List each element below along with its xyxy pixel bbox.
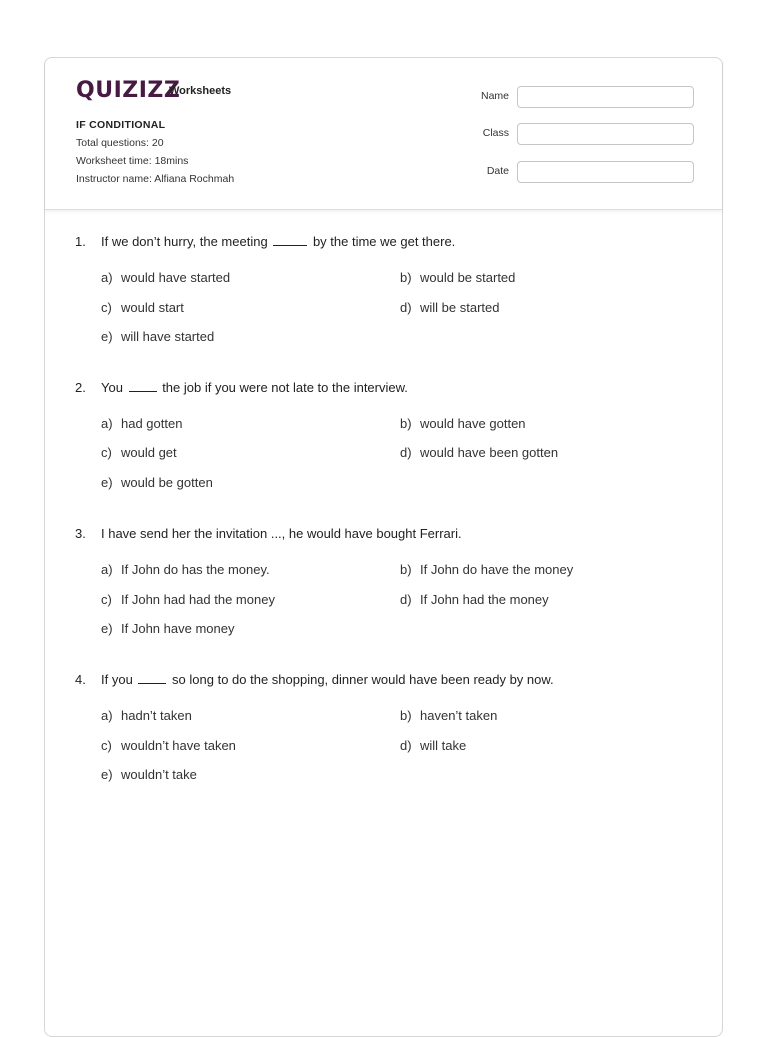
option-key: d) — [400, 300, 412, 315]
option-d[interactable] — [400, 445, 558, 460]
option-key: b) — [400, 270, 412, 285]
name-input[interactable] — [517, 86, 694, 108]
option-text: had gotten — [121, 416, 183, 431]
option-key: e) — [101, 329, 113, 344]
answer-blank — [138, 673, 166, 684]
option-a[interactable] — [101, 708, 192, 723]
question-3 — [75, 526, 695, 636]
option-key: a) — [101, 416, 113, 431]
option-key: c) — [101, 592, 112, 607]
name-field — [477, 86, 693, 108]
class-field — [477, 123, 693, 145]
option-key: a) — [101, 562, 113, 577]
date-field — [477, 161, 693, 183]
option-c[interactable] — [101, 738, 236, 753]
question-2 — [75, 380, 695, 490]
question-4 — [75, 672, 695, 782]
option-text: hadn’t taken — [121, 708, 192, 723]
option-key: e) — [101, 621, 113, 636]
option-text: haven’t taken — [420, 708, 498, 723]
worksheet-header — [45, 58, 722, 210]
option-a[interactable] — [101, 562, 270, 577]
option-key: b) — [400, 708, 412, 723]
option-text: If John had the money — [420, 592, 549, 607]
option-key: e) — [101, 475, 113, 490]
option-text: will have started — [121, 329, 215, 344]
question-number: 3. — [75, 526, 86, 541]
question-body — [101, 234, 455, 249]
option-b[interactable] — [400, 270, 515, 285]
option-text: If John have money — [121, 621, 235, 636]
option-text: wouldn’t take — [121, 767, 197, 782]
worksheet-page — [44, 57, 723, 1037]
question-body — [101, 672, 554, 687]
question-text-before: If you — [101, 672, 133, 687]
option-text: would start — [121, 300, 184, 315]
option-key: b) — [400, 416, 412, 431]
question-text-before: You — [101, 380, 123, 395]
option-e[interactable] — [101, 329, 214, 344]
option-text: If John do have the money — [420, 562, 574, 577]
option-d[interactable] — [400, 738, 466, 753]
answer-blank — [273, 235, 307, 246]
option-key: e) — [101, 767, 113, 782]
total-questions: Total questions: 20 — [76, 137, 164, 149]
option-text: would be started — [420, 270, 516, 285]
question-text-after: by the time we get there. — [312, 234, 456, 249]
option-text: If John had had the money — [121, 592, 275, 607]
option-text: would have started — [121, 270, 231, 285]
name-label: Name — [480, 90, 509, 102]
question-text — [75, 234, 695, 252]
option-d[interactable] — [400, 592, 549, 607]
quizizz-logo — [76, 78, 180, 103]
option-d[interactable] — [400, 300, 499, 315]
logo-subtitle: Worksheets — [169, 85, 232, 97]
option-key: c) — [101, 445, 112, 460]
option-key: a) — [101, 708, 113, 723]
option-key: b) — [400, 562, 412, 577]
option-text: would be gotten — [121, 475, 213, 490]
question-text — [75, 672, 695, 690]
option-text: would get — [121, 445, 177, 460]
option-text: wouldn’t have taken — [121, 738, 236, 753]
question-text-after: the job if you were not late to the interview. — [162, 380, 408, 395]
option-key: c) — [101, 300, 112, 315]
date-input[interactable] — [517, 161, 694, 183]
option-c[interactable] — [101, 445, 177, 460]
option-e[interactable] — [101, 475, 213, 490]
instructor-name: Instructor name: Alfiana Rochmah — [76, 173, 235, 185]
option-key: d) — [400, 738, 412, 753]
option-c[interactable] — [101, 592, 275, 607]
option-text: If John do has the money. — [121, 562, 270, 577]
question-body — [101, 380, 408, 395]
option-text: would have gotten — [420, 416, 526, 431]
worksheet-title: IF CONDITIONAL — [76, 119, 166, 131]
logo-wordmark: QUIZIZZ — [76, 78, 181, 103]
option-key: a) — [101, 270, 113, 285]
question-text-before: If we don’t hurry, the meeting — [101, 234, 268, 249]
option-b[interactable] — [400, 416, 526, 431]
question-number: 1. — [75, 234, 86, 249]
option-c[interactable] — [101, 300, 184, 315]
class-label: Class — [482, 127, 509, 139]
question-text — [75, 380, 695, 398]
option-key: c) — [101, 738, 112, 753]
option-b[interactable] — [400, 708, 497, 723]
question-number: 2. — [75, 380, 86, 395]
question-text-after: so long to do the shopping, dinner would have been ready by now. — [172, 672, 554, 687]
worksheet-meta — [76, 116, 234, 188]
option-b[interactable] — [400, 562, 573, 577]
class-input[interactable] — [517, 123, 694, 145]
option-e[interactable] — [101, 621, 234, 636]
answer-blank — [129, 381, 157, 392]
option-a[interactable] — [101, 416, 182, 431]
option-key: d) — [400, 592, 412, 607]
option-text: will take — [420, 738, 467, 753]
question-1 — [75, 234, 695, 344]
question-text — [75, 526, 695, 544]
date-label: Date — [486, 165, 509, 177]
question-body: I have send her the invitation ..., he would have bought Ferrari. — [101, 526, 462, 541]
worksheet-time: Worksheet time: 18mins — [76, 155, 189, 167]
option-text: will be started — [420, 300, 500, 315]
option-text: would have been gotten — [420, 445, 559, 460]
question-number: 4. — [75, 672, 86, 687]
option-key: d) — [400, 445, 412, 460]
option-a[interactable] — [101, 270, 230, 285]
option-e[interactable] — [101, 767, 197, 782]
